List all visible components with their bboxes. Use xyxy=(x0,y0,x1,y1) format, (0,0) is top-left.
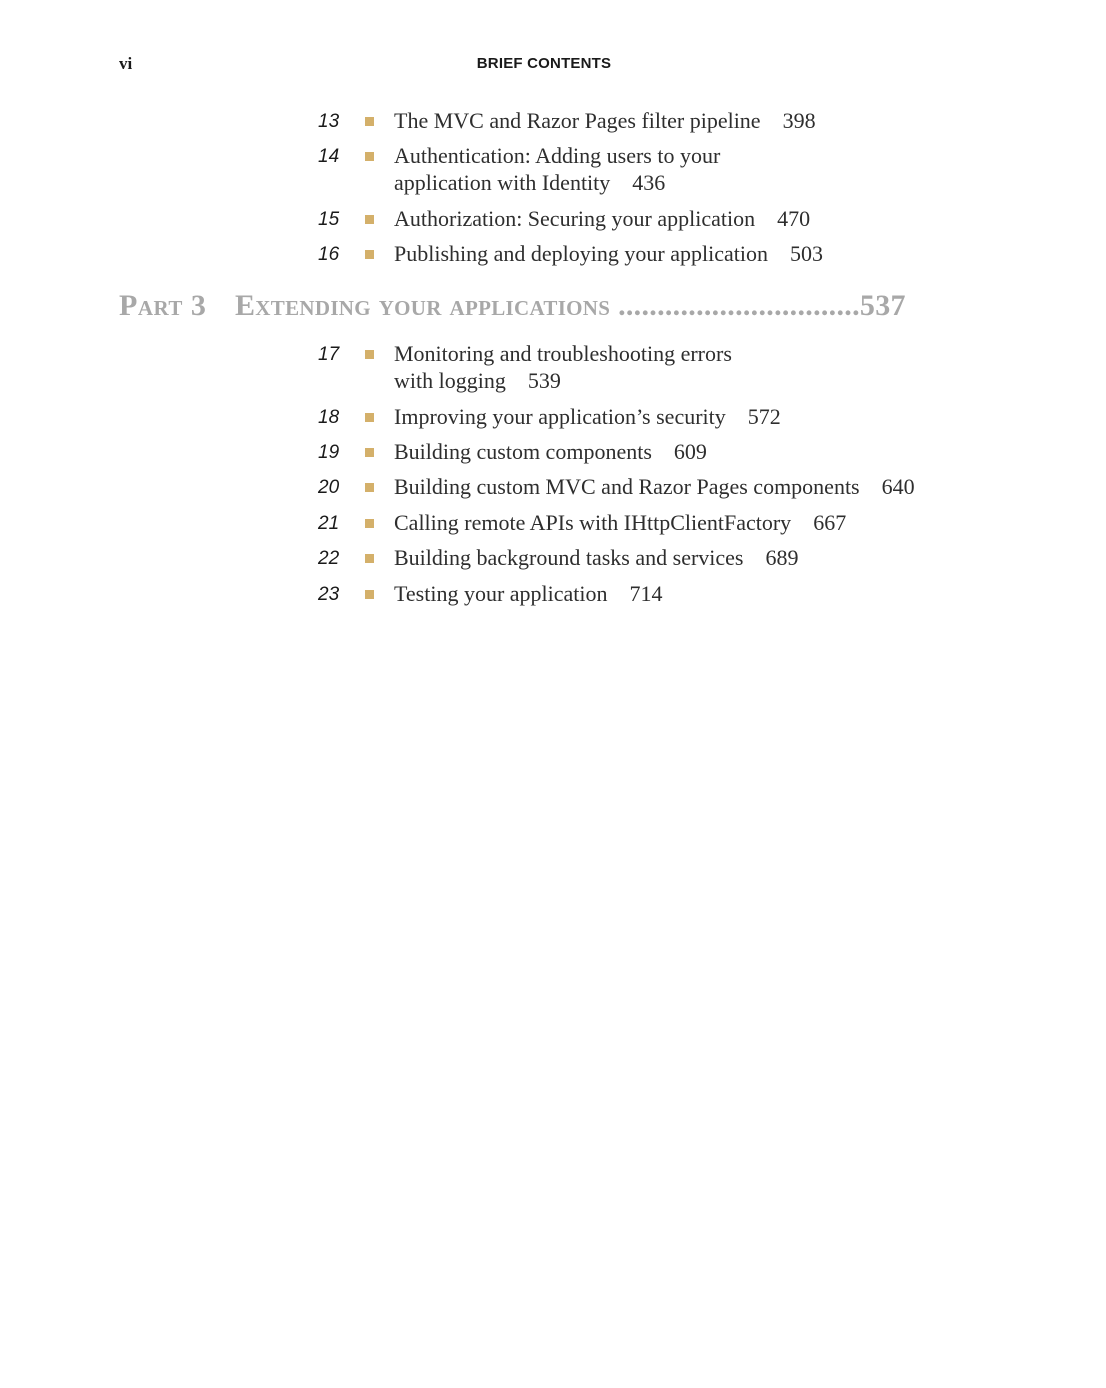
square-bullet-icon xyxy=(365,483,374,492)
chapter-page: 640 xyxy=(881,474,915,499)
chapter-page: 689 xyxy=(765,545,799,570)
chapter-page: 470 xyxy=(777,206,811,231)
chapter-title: Building custom MVC and Razor Pages components 640 xyxy=(394,474,915,499)
part-title: Extending your applications xyxy=(235,289,611,322)
part-title-line xyxy=(235,289,906,323)
chapter-number: 13 xyxy=(318,111,340,132)
square-bullet-icon xyxy=(365,117,374,126)
chapter-number: 20 xyxy=(318,477,340,498)
chapter-page: 436 xyxy=(632,170,666,195)
chapter-title: Testing your application 714 xyxy=(394,581,663,606)
page-number: vi xyxy=(119,54,133,73)
square-bullet-icon xyxy=(365,413,374,422)
chapter-title: Monitoring and troubleshooting errors with logging 539 xyxy=(394,341,732,393)
running-head: BRIEF CONTENTS xyxy=(476,55,612,72)
chapter-title: Building background tasks and services 689 xyxy=(394,545,799,570)
square-bullet-icon xyxy=(365,215,374,224)
part-page: 537 xyxy=(859,289,906,322)
chapter-title: The MVC and Razor Pages filter pipeline 398 xyxy=(394,108,816,133)
chapter-number: 15 xyxy=(318,209,340,230)
chapter-number: 14 xyxy=(318,146,340,167)
square-bullet-icon xyxy=(365,152,374,161)
chapter-title: Calling remote APIs with IHttpClientFactory 667 xyxy=(394,510,847,535)
dot-leader: ............................... xyxy=(618,289,860,322)
chapter-number: 22 xyxy=(318,548,340,569)
chapter-title: Authorization: Securing your application 470 xyxy=(394,206,811,231)
square-bullet-icon xyxy=(365,590,374,599)
chapter-page: 714 xyxy=(629,581,663,606)
chapter-number: 16 xyxy=(318,244,340,265)
chapter-page: 609 xyxy=(673,439,707,464)
chapter-title: Improving your application’s security 572 xyxy=(394,404,781,429)
part-heading[interactable] xyxy=(119,289,1019,323)
square-bullet-icon xyxy=(365,519,374,528)
square-bullet-icon xyxy=(365,250,374,259)
chapter-page: 503 xyxy=(789,241,823,266)
chapter-page: 398 xyxy=(782,108,816,133)
chapter-title: Building custom components 609 xyxy=(394,439,707,464)
chapter-number: 18 xyxy=(318,407,340,428)
square-bullet-icon xyxy=(365,554,374,563)
chapter-page: 539 xyxy=(527,368,561,393)
chapter-number: 23 xyxy=(318,584,340,605)
chapter-number: 21 xyxy=(318,513,340,534)
part-label: Part 3 xyxy=(119,289,207,322)
chapter-number: 19 xyxy=(318,442,340,463)
square-bullet-icon xyxy=(365,448,374,457)
chapter-title: Publishing and deploying your application 503 xyxy=(394,241,823,266)
chapter-page: 667 xyxy=(813,510,847,535)
chapter-page: 572 xyxy=(747,404,781,429)
square-bullet-icon xyxy=(365,350,374,359)
chapter-title: Authentication: Adding users to your application with Identity 436 xyxy=(394,143,721,195)
chapter-number: 17 xyxy=(318,344,340,365)
